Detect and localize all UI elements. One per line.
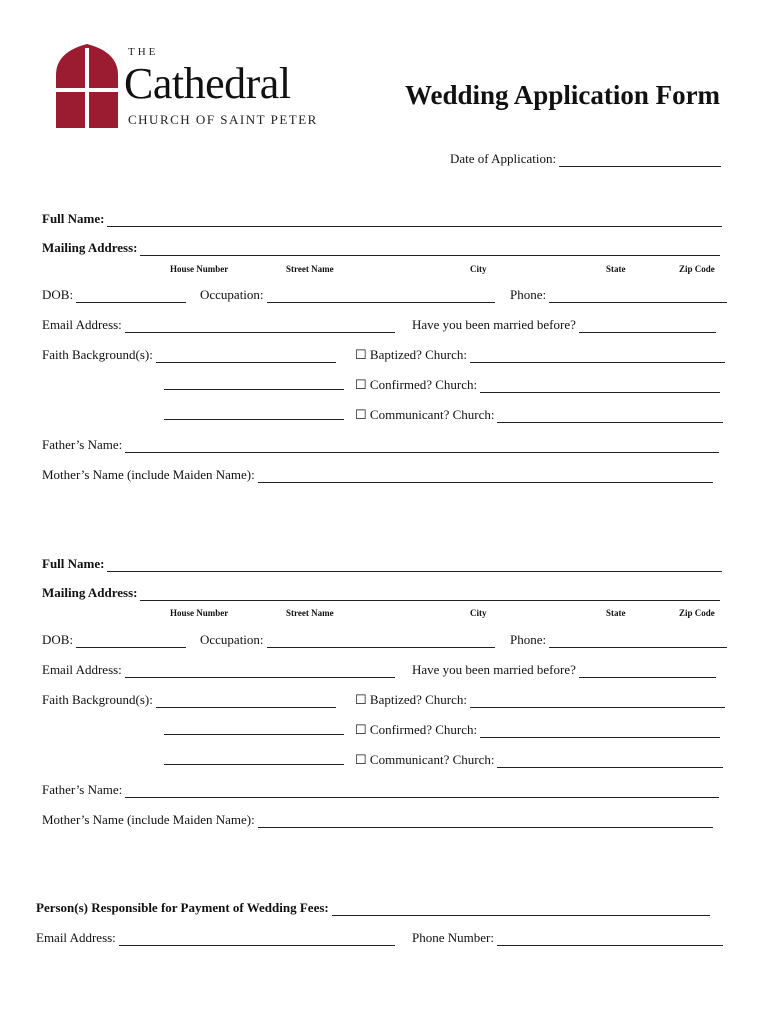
faith-background-row-2 (164, 722, 344, 739)
baptized-label: Baptized? Church: (369, 692, 468, 707)
faith-background-row (42, 692, 336, 708)
dob-label: DOB: (42, 632, 74, 647)
mailing-address-label: Mailing Address: (42, 240, 138, 255)
zip-code-caption: Zip Code (679, 608, 715, 618)
email-row (42, 317, 395, 333)
mother-name-field[interactable] (258, 470, 713, 483)
city-caption: City (470, 608, 487, 618)
communicant-row (355, 752, 723, 768)
occupation-field[interactable] (267, 290, 495, 303)
communicant-row (355, 407, 723, 423)
dob-field[interactable] (76, 635, 186, 648)
married-before-row (412, 317, 716, 333)
full-name-label: Full Name: (42, 211, 105, 226)
payment-responsible-field[interactable] (332, 903, 710, 916)
payment-phone-row (412, 930, 723, 946)
occupation-label: Occupation: (200, 632, 264, 647)
mother-name-row (42, 467, 713, 483)
logo-cathedral: Cathedral (124, 59, 291, 108)
mailing-address-row (42, 240, 720, 256)
email-label: Email Address: (42, 317, 122, 332)
married-before-label: Have you been married before? (412, 317, 576, 332)
communicant-checkbox[interactable]: ☐ (355, 752, 367, 767)
faith-background-row-2 (164, 377, 344, 394)
mother-name-label: Mother’s Name (include Maiden Name): (42, 812, 255, 827)
phone-label: Phone: (510, 632, 547, 647)
father-name-label: Father’s Name: (42, 437, 123, 452)
full-name-field[interactable] (107, 559, 722, 572)
email-field[interactable] (125, 665, 395, 678)
payment-responsible-row (36, 900, 710, 916)
payment-email-row (36, 930, 395, 946)
full-name-field[interactable] (107, 214, 722, 227)
occupation-field[interactable] (267, 635, 495, 648)
phone-row (510, 287, 727, 303)
married-before-field[interactable] (579, 320, 716, 333)
mailing-address-row (42, 585, 720, 601)
faith-background-label: Faith Background(s): (42, 347, 153, 362)
mother-name-field[interactable] (258, 815, 713, 828)
dob-label: DOB: (42, 287, 74, 302)
faith-background-field-2[interactable] (164, 377, 344, 390)
father-name-label: Father’s Name: (42, 782, 123, 797)
father-name-field[interactable] (125, 785, 719, 798)
email-field[interactable] (125, 320, 395, 333)
state-caption: State (606, 264, 626, 274)
mailing-address-label: Mailing Address: (42, 585, 138, 600)
confirmed-church-field[interactable] (480, 725, 720, 738)
street-name-caption: Street Name (286, 608, 334, 618)
confirmed-label: Confirmed? Church: (369, 377, 478, 392)
payment-phone-field[interactable] (497, 933, 723, 946)
baptized-label: Baptized? Church: (369, 347, 468, 362)
faith-background-field-3[interactable] (164, 407, 344, 420)
confirmed-label: Confirmed? Church: (369, 722, 478, 737)
mailing-address-field[interactable] (140, 243, 720, 256)
dob-row (42, 632, 186, 648)
faith-background-field-3[interactable] (164, 752, 344, 765)
email-row (42, 662, 395, 678)
date-field[interactable] (559, 154, 721, 167)
married-before-field[interactable] (579, 665, 716, 678)
communicant-church-field[interactable] (497, 410, 723, 423)
confirmed-row (355, 377, 720, 393)
logo-the: THE (128, 46, 159, 58)
mother-name-row (42, 812, 713, 828)
baptized-checkbox[interactable]: ☐ (355, 347, 367, 362)
baptized-church-field[interactable] (470, 350, 725, 363)
cathedral-window-icon (56, 44, 118, 128)
city-caption: City (470, 264, 487, 274)
full-name-row (42, 556, 722, 572)
dob-field[interactable] (76, 290, 186, 303)
faith-background-row-3 (164, 752, 344, 769)
faith-background-row-3 (164, 407, 344, 424)
date-of-application-row (450, 151, 721, 167)
baptized-row (355, 692, 725, 708)
full-name-row (42, 211, 722, 227)
payment-email-label: Email Address: (36, 930, 116, 945)
faith-background-row (42, 347, 336, 363)
payment-responsible-label: Person(s) Responsible for Payment of Wedding Fees: (36, 900, 329, 915)
occupation-row (200, 632, 495, 648)
phone-label: Phone: (510, 287, 547, 302)
confirmed-row (355, 722, 720, 738)
communicant-label: Communicant? Church: (369, 407, 495, 422)
faith-background-field-2[interactable] (164, 722, 344, 735)
faith-background-field-1[interactable] (156, 695, 336, 708)
state-caption: State (606, 608, 626, 618)
communicant-church-field[interactable] (497, 755, 723, 768)
confirmed-church-field[interactable] (480, 380, 720, 393)
occupation-row (200, 287, 495, 303)
confirmed-checkbox[interactable]: ☐ (355, 377, 367, 392)
father-name-field[interactable] (125, 440, 719, 453)
baptized-checkbox[interactable]: ☐ (355, 692, 367, 707)
phone-row (510, 632, 727, 648)
married-before-label: Have you been married before? (412, 662, 576, 677)
father-name-row (42, 437, 719, 453)
baptized-row (355, 347, 725, 363)
occupation-label: Occupation: (200, 287, 264, 302)
father-name-row (42, 782, 719, 798)
street-name-caption: Street Name (286, 264, 334, 274)
zip-code-caption: Zip Code (679, 264, 715, 274)
payment-email-field[interactable] (119, 933, 395, 946)
house-number-caption: House Number (170, 608, 229, 618)
full-name-label: Full Name: (42, 556, 105, 571)
dob-row (42, 287, 186, 303)
logo-subtitle: CHURCH OF SAINT PETER (128, 112, 318, 127)
married-before-row (412, 662, 716, 678)
date-label: Date of Application: (450, 151, 557, 166)
confirmed-checkbox[interactable]: ☐ (355, 722, 367, 737)
communicant-checkbox[interactable]: ☐ (355, 407, 367, 422)
house-number-caption: House Number (170, 264, 229, 274)
payment-phone-label: Phone Number: (412, 930, 494, 945)
mother-name-label: Mother’s Name (include Maiden Name): (42, 467, 255, 482)
phone-field[interactable] (549, 635, 727, 648)
baptized-church-field[interactable] (470, 695, 725, 708)
form-title: Wedding Application Form (405, 80, 721, 110)
communicant-label: Communicant? Church: (369, 752, 495, 767)
mailing-address-field[interactable] (140, 588, 720, 601)
phone-field[interactable] (549, 290, 727, 303)
faith-background-field-1[interactable] (156, 350, 336, 363)
faith-background-label: Faith Background(s): (42, 692, 153, 707)
email-label: Email Address: (42, 662, 122, 677)
